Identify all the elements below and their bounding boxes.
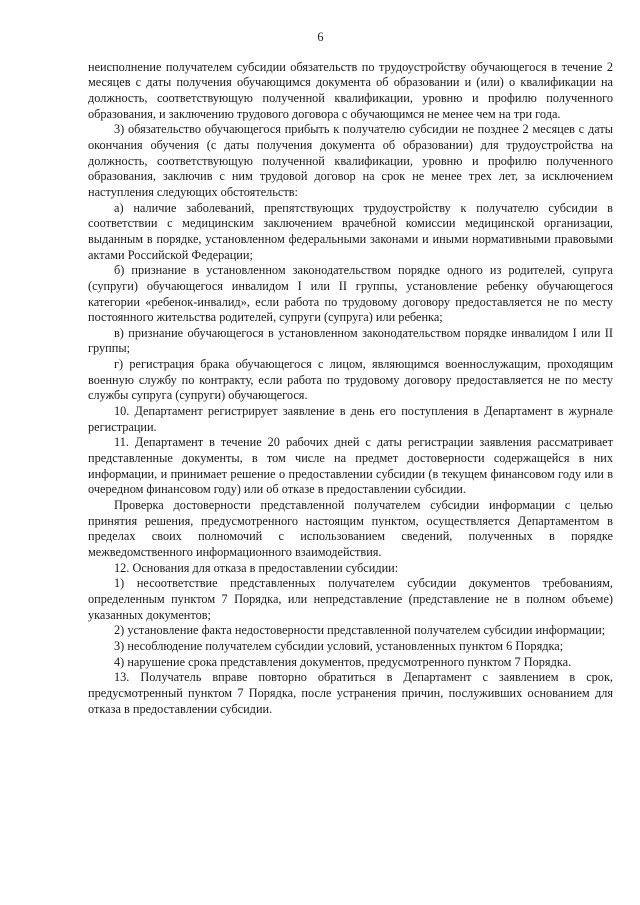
paragraph-p6: г) регистрация брака обучающегося с лицом, являющимся военнослужащим, проходящим военную службу по контракту, если работа по трудовому договору предоставляется не по месту службы супруга (супруги) обучающегося. <box>88 357 613 403</box>
paragraph-p13: 3) несоблюдение получателем субсидии условий, установленных пунктом 6 Порядка; <box>114 638 564 653</box>
paragraph-p3: а) наличие заболеваний, препятствующих трудоустройству к получателю субсидии в соответствии с медицинским заключением врачебной комиссии медицинской организации, выданным в порядке, установленном федеральными законами и иными нормативными правовыми актами Российской Федерации; <box>88 200 613 262</box>
paragraph-p15: 13. Получатель вправе повторно обратиться в Департамент с заявлением в срок, предусмотренный пунктом 7 Порядка, после устранения причин, послуживших основанием для отказа в предоставлении субсидии. <box>88 670 613 716</box>
paragraph-p2: 3) обязательство обучающегося прибыть к получателю субсидии не позднее 2 месяцев с даты окончания обучения (с даты получения документа об образовании) для трудоустройства на должность, соответствующую полученной квалификации, уровню и профилю полученного образования, заключив с ним трудовой договор на срок не менее трех лет, за исключением наступления следующих обстоятельств: <box>88 122 613 199</box>
document-body <box>88 60 613 718</box>
paragraph-p7: 10. Департамент регистрирует заявление в день его поступления в Департамент в журнале регистрации. <box>88 404 613 434</box>
paragraph-p12: 2) установление факта недостоверности представленной получателем субсидии информации; <box>114 623 606 638</box>
paragraph-p8: 11. Департамент в течение 20 рабочих дней с даты регистрации заявления рассматривает представленные документы, в том числе на предмет достоверности содержащейся в них информации, и принимает решение о предоставлении субсидии (в текущем финансовом году или в очередном финансовом году) или об отказе в предоставлении субсидии. <box>88 435 613 497</box>
paragraph-p11: 1) несоответствие представленных получателем субсидии документов требованиям, определенным пунктом 7 Порядка, или непредставление (представление не в полном объеме) указанных документов; <box>88 576 613 622</box>
paragraph-p1: неисполнение получателем субсидии обязательств по трудоустройству обучающегося в течение 2 месяцев с даты получения обучающимся документа об образовании и (или) о квалификации на должность, соответствующую полученной квалификации, уровню и профилю полученного образования, и заключению трудового договора с обучающимся не менее чем на три года. <box>88 59 613 121</box>
paragraph-p4: б) признание в установленном законодательством порядке одного из родителей, супруга (супруги) обучающегося инвалидом I или II группы, установление ребенку обучающегося категории «ребенок-инвалид», если работа по трудовому договору предоставляется не по месту постоянного жительства родителей, супруги (супруга) или ребенка; <box>88 263 613 325</box>
paragraph-p5: в) признание обучающегося в установленном законодательством порядке инвалидом I или II группы; <box>88 325 613 356</box>
paragraph-p14: 4) нарушение срока представления документов, предусмотренного пунктом 7 Порядка. <box>114 654 572 669</box>
page-number: 6 <box>317 30 324 44</box>
paragraph-p10: 12. Основания для отказа в предоставлении субсидии: <box>114 560 399 575</box>
paragraph-p9: Проверка достоверности представленной получателем субсидии информации с целью принятия решения, предусмотренного настоящим пунктом, осуществляется Департаментом в пределах своих полномочий с использованием сведений, полученных в порядке межведомственного информационного взаимодействия. <box>88 498 613 559</box>
